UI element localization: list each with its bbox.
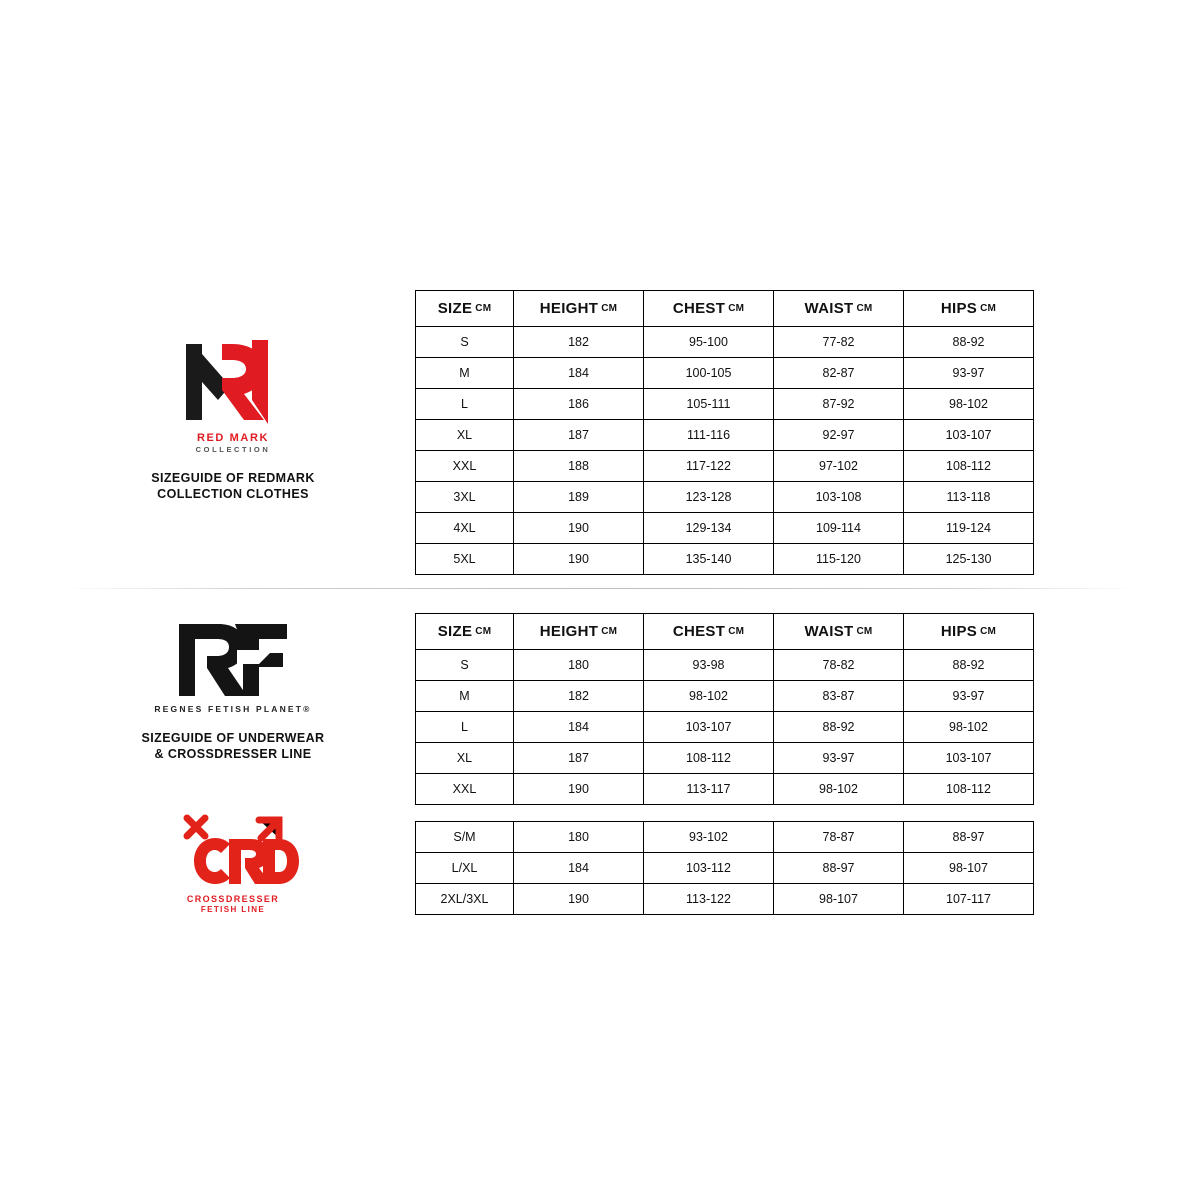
cell-waist: 78-82	[774, 650, 904, 681]
cell-waist: 82-87	[774, 358, 904, 389]
table-row	[416, 451, 1034, 482]
cell-waist: 103-108	[774, 482, 904, 513]
crd-wordmark: CROSSDRESSER	[186, 894, 280, 904]
header-waist: WAIST CM	[774, 614, 904, 650]
cell-height: 190	[514, 884, 644, 915]
cell-height: 184	[514, 853, 644, 884]
cell-size: 3XL	[416, 482, 514, 513]
cell-height: 188	[514, 451, 644, 482]
table-row	[416, 513, 1034, 544]
cell-size: 4XL	[416, 513, 514, 544]
cell-size: L	[416, 712, 514, 743]
brand-block-redmark	[68, 338, 398, 502]
section-divider	[60, 588, 1140, 589]
cell-chest: 93-102	[644, 822, 774, 853]
cell-size: 2XL/3XL	[416, 884, 514, 915]
cell-hips: 98-102	[904, 712, 1034, 743]
table-row	[416, 774, 1034, 805]
cell-size: L	[416, 389, 514, 420]
table-row	[416, 884, 1034, 915]
cell-size: 5XL	[416, 544, 514, 575]
header-chest: CHEST CM	[644, 614, 774, 650]
table-row	[416, 712, 1034, 743]
cell-height: 186	[514, 389, 644, 420]
table-row	[416, 681, 1034, 712]
cell-height: 184	[514, 358, 644, 389]
cell-size: S	[416, 327, 514, 358]
cell-height: 182	[514, 681, 644, 712]
cell-height: 187	[514, 420, 644, 451]
table-row	[416, 420, 1034, 451]
table-header-row	[416, 614, 1034, 650]
size-table-crossdresser	[415, 821, 1034, 915]
cell-waist: 98-107	[774, 884, 904, 915]
table-row	[416, 822, 1034, 853]
cell-waist: 97-102	[774, 451, 904, 482]
cell-waist: 92-97	[774, 420, 904, 451]
cell-hips: 108-112	[904, 451, 1034, 482]
redmark-caption-line1: SIZEGUIDE OF REDMARK	[151, 471, 315, 485]
table-row	[416, 743, 1034, 774]
table-row	[416, 358, 1034, 389]
table-row	[416, 853, 1034, 884]
table-row	[416, 544, 1034, 575]
table-row	[416, 482, 1034, 513]
table-row	[416, 650, 1034, 681]
cell-waist: 88-97	[774, 853, 904, 884]
header-size: SIZE CM	[416, 614, 514, 650]
cell-height: 189	[514, 482, 644, 513]
cell-hips: 88-92	[904, 327, 1034, 358]
cell-waist: 109-114	[774, 513, 904, 544]
cell-height: 180	[514, 822, 644, 853]
header-height: HEIGHT CM	[514, 614, 644, 650]
cell-size: XXL	[416, 774, 514, 805]
rfp-caption-line2: & CROSSDRESSER LINE	[154, 747, 312, 761]
cell-chest: 95-100	[644, 327, 774, 358]
cell-height: 190	[514, 774, 644, 805]
cell-hips: 88-97	[904, 822, 1034, 853]
cell-size: XL	[416, 420, 514, 451]
cell-size: S/M	[416, 822, 514, 853]
cell-waist: 93-97	[774, 743, 904, 774]
cell-size: XXL	[416, 451, 514, 482]
cell-hips: 103-107	[904, 743, 1034, 774]
table-row	[416, 389, 1034, 420]
regnes-fetish-planet-monogram-icon	[173, 620, 293, 700]
size-table-rfp-underwear	[415, 613, 1034, 805]
cell-size: L/XL	[416, 853, 514, 884]
cell-size: M	[416, 681, 514, 712]
cell-height: 190	[514, 513, 644, 544]
cell-hips: 88-92	[904, 650, 1034, 681]
cell-chest: 100-105	[644, 358, 774, 389]
brand-block-rfp	[68, 620, 398, 762]
cell-height: 180	[514, 650, 644, 681]
cell-hips: 98-102	[904, 389, 1034, 420]
cell-hips: 103-107	[904, 420, 1034, 451]
cell-chest: 93-98	[644, 650, 774, 681]
cell-hips: 125-130	[904, 544, 1034, 575]
cell-waist: 98-102	[774, 774, 904, 805]
header-chest: CHEST CM	[644, 291, 774, 327]
rfp-caption-line1: SIZEGUIDE OF UNDERWEAR	[141, 731, 325, 745]
cell-waist: 88-92	[774, 712, 904, 743]
header-hips: HIPS CM	[904, 614, 1034, 650]
cell-hips: 108-112	[904, 774, 1034, 805]
redmark-wordmark: RED MARK	[196, 432, 270, 444]
red-mark-monogram-icon	[178, 338, 288, 426]
header-height: HEIGHT CM	[514, 291, 644, 327]
redmark-subwordmark: COLLECTION	[195, 445, 271, 454]
header-hips: HIPS CM	[904, 291, 1034, 327]
cell-size: M	[416, 358, 514, 389]
cell-waist: 115-120	[774, 544, 904, 575]
rfp-wordmark: REGNES FETISH PLANET®	[154, 704, 312, 714]
cell-height: 190	[514, 544, 644, 575]
cell-chest: 105-111	[644, 389, 774, 420]
brand-block-crd	[68, 812, 398, 914]
size-table-redmark	[415, 290, 1034, 575]
cell-chest: 117-122	[644, 451, 774, 482]
cell-size: S	[416, 650, 514, 681]
cell-chest: 103-112	[644, 853, 774, 884]
table-row	[416, 327, 1034, 358]
cell-hips: 107-117	[904, 884, 1034, 915]
cell-height: 184	[514, 712, 644, 743]
cell-hips: 93-97	[904, 681, 1034, 712]
cell-chest: 111-116	[644, 420, 774, 451]
cell-chest: 113-117	[644, 774, 774, 805]
cell-hips: 98-107	[904, 853, 1034, 884]
cell-height: 187	[514, 743, 644, 774]
cell-hips: 113-118	[904, 482, 1034, 513]
cell-chest: 108-112	[644, 743, 774, 774]
redmark-caption-line2: COLLECTION CLOTHES	[157, 487, 309, 501]
cell-chest: 98-102	[644, 681, 774, 712]
cell-hips: 93-97	[904, 358, 1034, 389]
cell-waist: 87-92	[774, 389, 904, 420]
cell-height: 182	[514, 327, 644, 358]
cell-waist: 77-82	[774, 327, 904, 358]
crossdresser-crd-icon	[163, 812, 303, 892]
cell-chest: 129-134	[644, 513, 774, 544]
crd-subwordmark: FETISH LINE	[200, 905, 266, 914]
cell-chest: 135-140	[644, 544, 774, 575]
cell-chest: 103-107	[644, 712, 774, 743]
header-waist: WAIST CM	[774, 291, 904, 327]
cell-size: XL	[416, 743, 514, 774]
cell-chest: 123-128	[644, 482, 774, 513]
cell-waist: 78-87	[774, 822, 904, 853]
cell-chest: 113-122	[644, 884, 774, 915]
header-size: SIZE CM	[416, 291, 514, 327]
cell-waist: 83-87	[774, 681, 904, 712]
cell-hips: 119-124	[904, 513, 1034, 544]
table-header-row	[416, 291, 1034, 327]
